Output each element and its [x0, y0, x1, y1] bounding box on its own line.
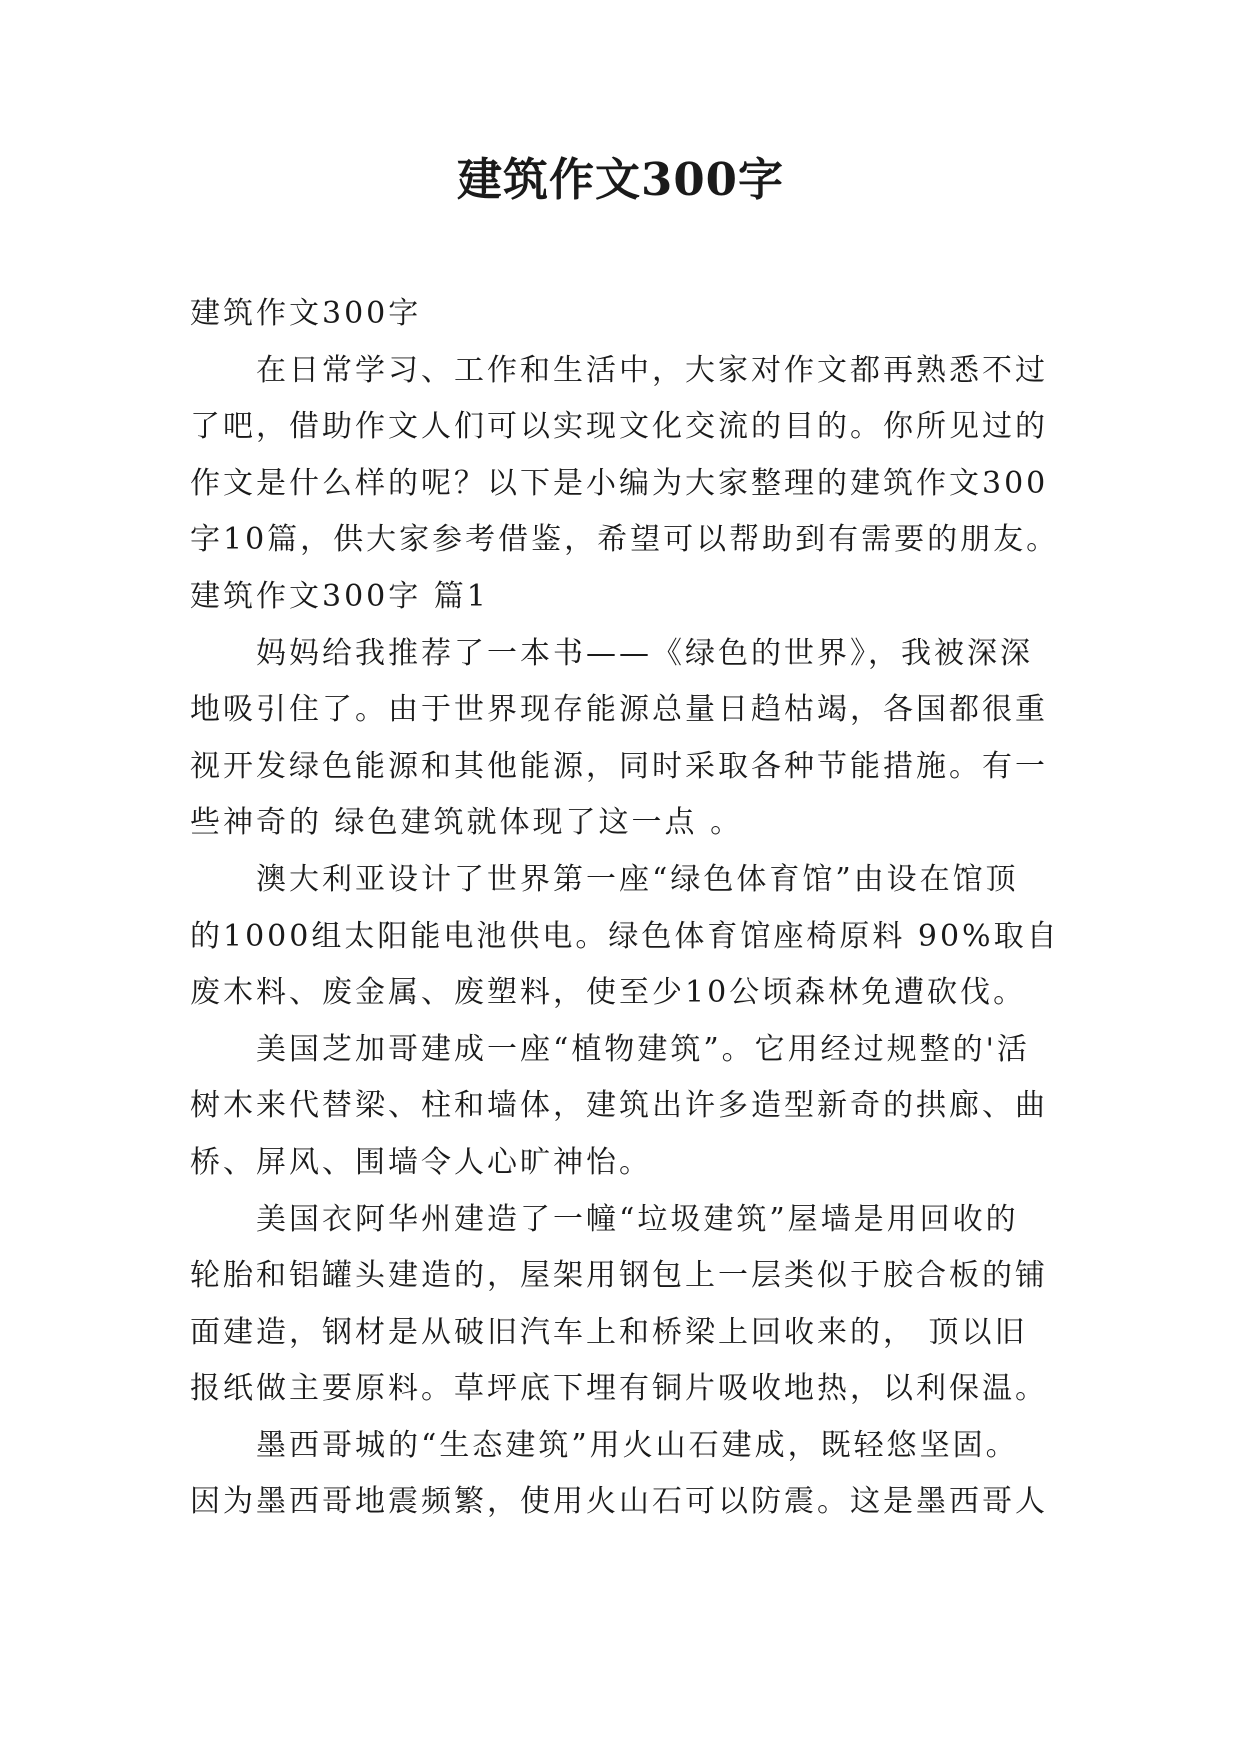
paragraph-line: 桥、屏风、围墙令人心旷神怡。: [190, 1144, 652, 1180]
paragraph-line: 字10篇，供大家参考借鉴，希望可以帮助到有需要的朋友。: [190, 522, 1060, 558]
paragraph-line: 面建造，钢材是从破旧汽车上和桥梁上回收来的， 顶以旧: [190, 1314, 1028, 1350]
document-body: [190, 286, 1070, 1531]
document-subtitle: 建筑作文300字: [190, 296, 422, 331]
document-title: 建筑作文300字: [457, 153, 784, 206]
paragraph-line: 美国衣阿华州建造了一幢“垃圾建筑”屋墙是用回收的: [256, 1201, 1019, 1237]
section-heading: 建筑作文300字 篇1: [190, 578, 489, 614]
paragraph-line: 废木料、废金属、废塑料，使至少10公顷森林免遭砍伐。: [190, 975, 1027, 1011]
paragraph-line: 的1000组太阳能电池供电。绿色体育馆座椅原料 90%取自: [190, 918, 1060, 954]
paragraph-line: 树木来代替梁、柱和墙体，建筑出许多造型新奇的拱廊、曲: [190, 1088, 1048, 1124]
paragraph-line: 轮胎和铝罐头建造的，屋架用钢包上一层类似于胶合板的铺: [190, 1258, 1048, 1294]
paragraph-line: 视开发绿色能源和其他能源，同时采取各种节能措施。有一: [190, 748, 1048, 784]
paragraph-line: 在日常学习、工作和生活中，大家对作文都再熟悉不过: [256, 352, 1048, 388]
paragraph-line: 地吸引住了。由于世界现存能源总量日趋枯竭，各国都很重: [190, 692, 1048, 728]
paragraph-line: 作文是什么样的呢？以下是小编为大家整理的建筑作文300: [190, 465, 1049, 501]
paragraph-line: 了吧，借助作文人们可以实现文化交流的目的。你所见过的: [190, 409, 1048, 445]
paragraph-line: 澳大利亚设计了世界第一座“绿色体育馆”由设在馆顶: [256, 861, 1019, 897]
paragraph-line: 因为墨西哥地震频繁，使用火山石可以防震。这是墨西哥人: [190, 1484, 1048, 1520]
paragraph-line: 些神奇的 绿色建筑就体现了这一点 。: [190, 805, 744, 841]
paragraph-line: 妈妈给我推荐了一本书——《绿色的世界》，我被深深: [256, 635, 1033, 671]
paragraph-line: 报纸做主要原料。草坪底下埋有铜片吸收地热，以利保温。: [190, 1371, 1048, 1407]
paragraph-line: 墨西哥城的“生态建筑”用火山石建成，既轻悠坚固。: [256, 1427, 1019, 1463]
paragraph-line: 美国芝加哥建成一座“植物建筑”。它用经过规整的'活: [256, 1031, 1030, 1067]
